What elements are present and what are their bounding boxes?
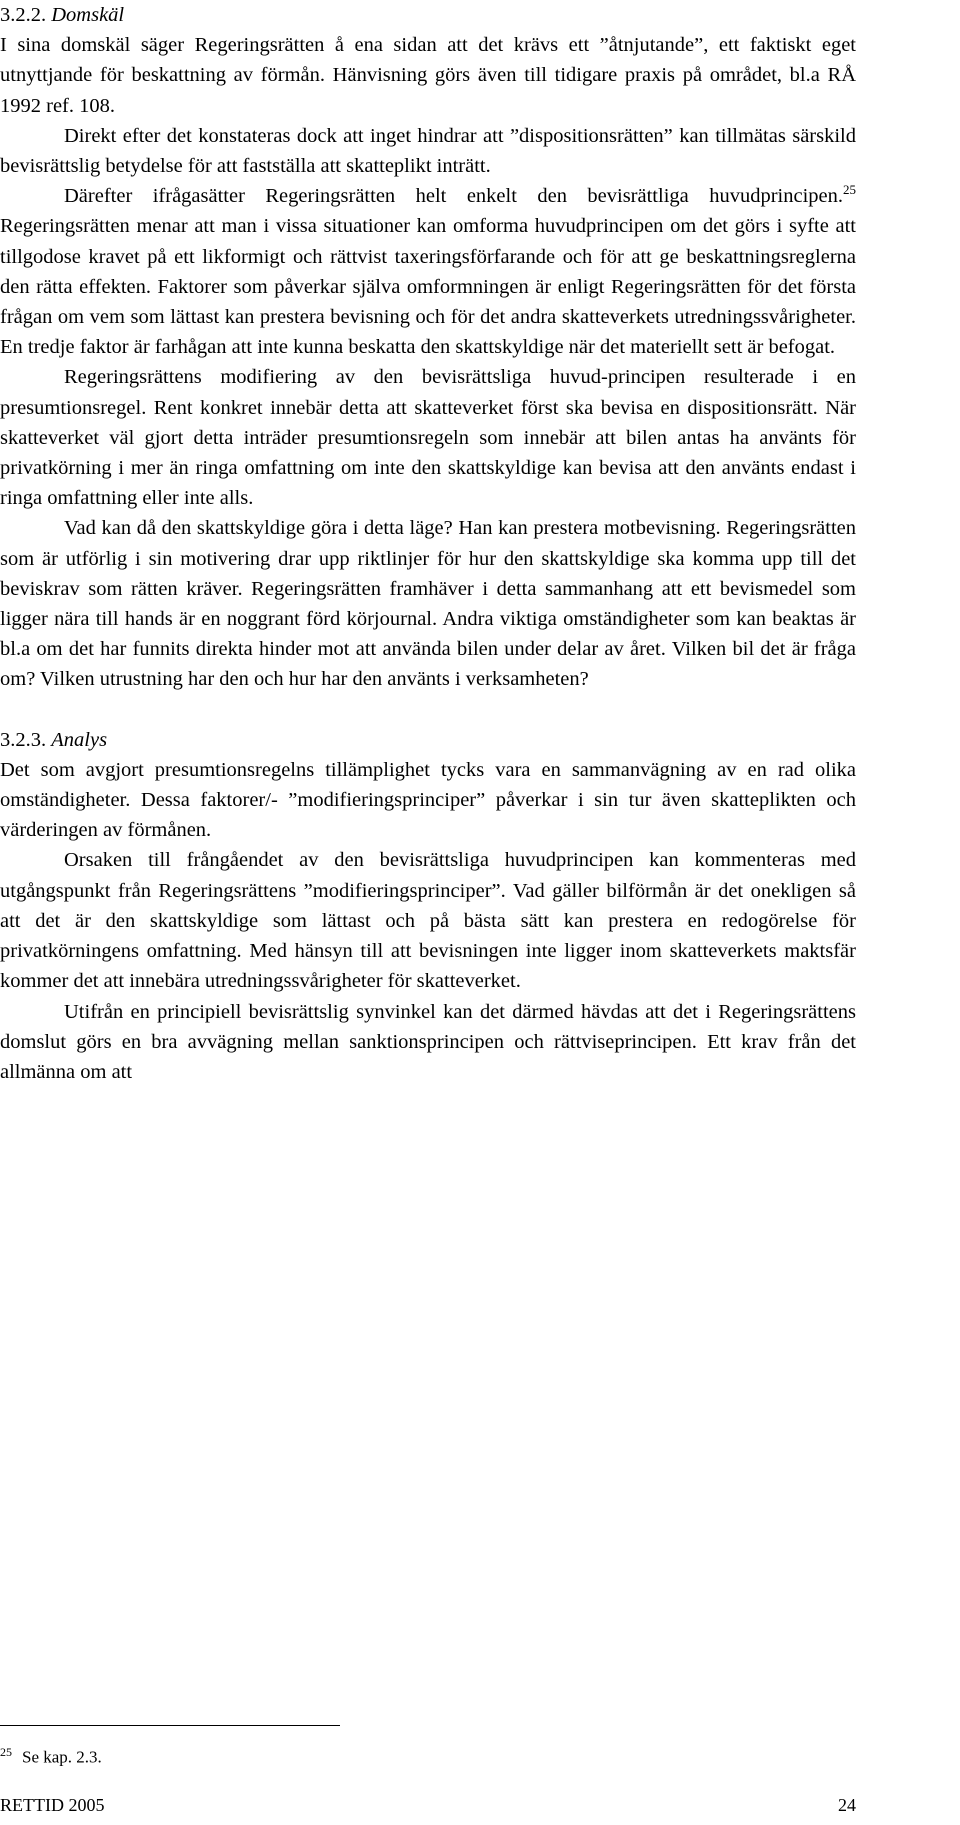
paragraph: Direkt efter det konstateras dock att inget hindrar att ”dispositionsrätten” kan tillmätas särskild bevisrättslig betydelse för att fastställa att skatteplikt inträtt. [0, 124, 856, 178]
section-title: Domskäl [51, 4, 125, 26]
footnote-text: Se kap. 2.3. [22, 1747, 102, 1767]
paragraph: Utifrån en principiell bevisrättslig synvinkel kan det därmed hävdas att det i Regeringsrättens domslut görs en bra avvägning mellan sanktionsprincipen och rättviseprincipen. Ett krav från det allmänna om att [0, 1000, 856, 1083]
section-number: 3.2.3. [0, 728, 47, 751]
footnote-number: 25 [0, 1745, 12, 1759]
paragraph-text: Regeringsrätten menar att man i vissa situationer kan omforma huvudprincipen om det görs i syfte att tillgodose kravet på ett likformigt och rättvist taxeringsförfarande och för att ge beskattningsreglerna den rätta effekten. Faktorer som påverkar själva omformningen är enligt Regeringsrätten för det första frågan om vem som lättast kan prestera bevisning och för det andra skatteverkets utredningssvårigheter. En tredje faktor är farhågan att inte kunna beskatta den skattskyldige när det materiellt sett är befogat. [0, 215, 856, 359]
paragraph: Orsaken till frångåendet av den bevisrättsliga huvudprincipen kan kommenteras med utgångspunkt från Regeringsrättens ”modifieringsprinciper”. Vad gäller bilförmån är det onekligen så att det är den skattskyldige som lättast och på bästa sätt kan prestera en redogörelse för privatkörningens omfattning. Med hänsyn till att bevisningen inte ligger inom skatteverkets maktsfär kommer det att innebära utredningssvårigheter för skatteverket. [0, 849, 856, 993]
paragraph: Vad kan då den skattskyldige göra i detta läge? Han kan prestera motbevisning. Regeringsrätten som är utförlig i sin motivering drar upp riktlinjer för hur den skattskyldige ska komma upp till det beviskrav som rätten kräver. Regeringsrätten framhäver i detta sammanhang att ett bevismedel som ligger nära till hands är en noggrant förd körjournal. Andra viktiga omständigheter som kan beaktas är bl.a om det har funnits direkta hinder mot att använda bilen under delar av året. Vilken bil det är fråga om? Vilken utrustning har den och hur har den använts i verksamheten? [0, 517, 856, 691]
section-heading-domskal [0, 0, 856, 30]
paragraph: Regeringsrättens modifiering av den bevisrättsliga huvud-principen resulterade i en presumtionsregel. Rent konkret innebär detta att skatteverket först ska bevisa en dispositionsrätt. När skatteverket väl gjort detta inträder presumtionsregeln som innebär att bilen antas ha använts för privatkörning i mer än ringa omfattning om inte den skattskyldige kan bevisa att den använts endast i ringa omfattning eller inte alls. [0, 366, 856, 510]
paragraph: Det som avgjort presumtionsregelns tillämplighet tycks vara en sammanvägning av en rad olika omständigheter. Dessa faktorer/- ”modifieringsprinciper” påverkar i sin tur även skatteplikten och värderingen av förmånen. [0, 758, 856, 842]
footnote-divider [0, 1725, 340, 1726]
footnote-reference: 25 [843, 182, 856, 198]
paragraph: I sina domskäl säger Regeringsrätten å ena sidan att det krävs ett ”åtnjutande”, ett faktiskt eget utnyttjande för beskattning av förmån. Hänvisning görs även till tidigare praxis på området, bl.a RÅ 1992 ref. 108. [0, 34, 856, 117]
paragraph-with-footnote [0, 181, 856, 362]
journal-name: RETTID 2005 [0, 1795, 105, 1815]
section-number: 3.2.2. [0, 4, 47, 26]
page-number: 24 [838, 1795, 856, 1815]
paragraph-text: Därefter ifrågasätter Regeringsrätten helt enkelt den bevisrättliga huvudprincipen. [64, 185, 843, 208]
section-title: Analys [51, 728, 108, 751]
footnote [0, 1740, 102, 1770]
section-heading-analys [0, 725, 856, 755]
